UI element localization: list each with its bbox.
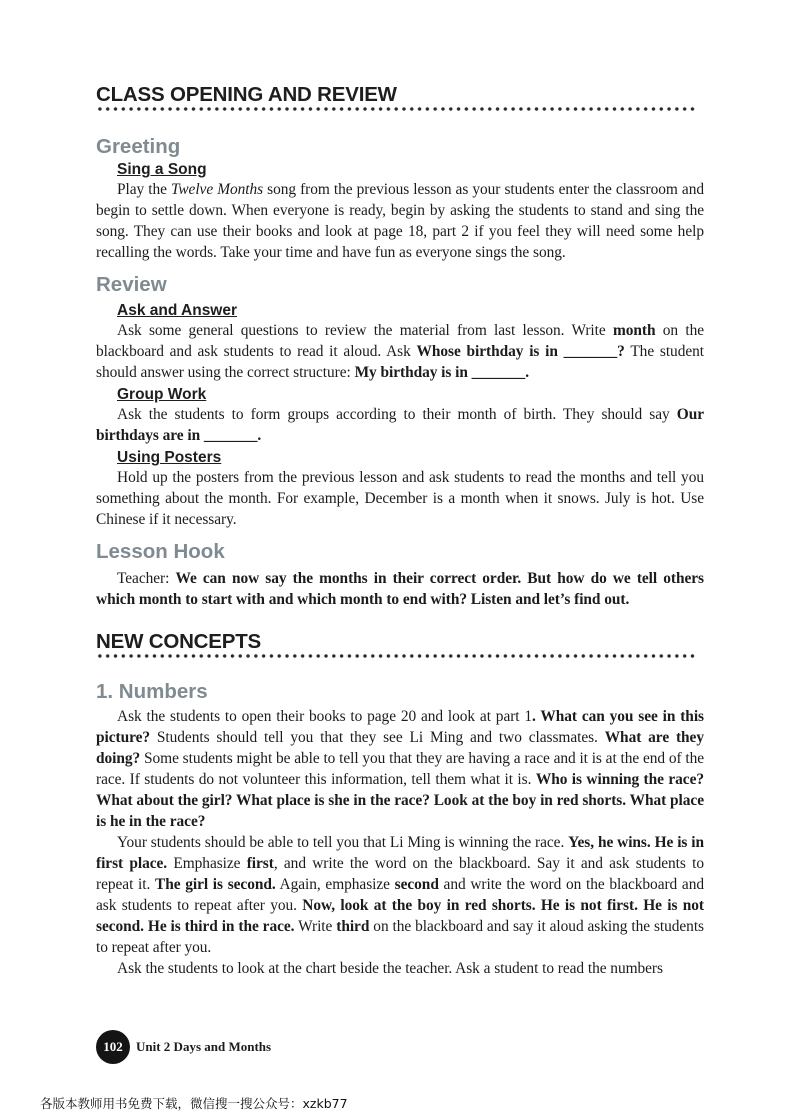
text-run: on the blackboard and ask students to read it aloud. Ask bbox=[96, 322, 704, 360]
bold-text: Now, look at the boy in red shorts. He is not first. He is not second. He is third in the race. bbox=[96, 897, 704, 935]
page-footer bbox=[96, 1030, 271, 1064]
activity-sing-a-song: Sing a Song bbox=[117, 161, 207, 178]
text-run: Play the bbox=[117, 181, 171, 198]
text-run: , and write the word on the blackboard. Say it and ask students to repeat it. bbox=[96, 855, 704, 893]
italic-text: Twelve Months bbox=[170, 181, 264, 198]
bold-text: What are they doing? bbox=[96, 729, 704, 767]
bold-text: second bbox=[394, 876, 439, 893]
bold-text: We can now say the months in their correct order. But how do we tell others which month to start with and which month to end with? Listen and let’s find out. bbox=[96, 570, 704, 608]
text-run: and write the word on the blackboard and ask students to repeat after you. bbox=[96, 876, 704, 914]
activity-ask-and-answer: Ask and Answer bbox=[117, 302, 238, 319]
section-title-new-concepts: NEW CONCEPTS bbox=[96, 630, 262, 653]
text-run: Write bbox=[294, 918, 337, 935]
text-run: Some students might be able to tell you that they are having a race and it is at the end of the race. If students do not volunteer this information, tell them what it is. bbox=[96, 750, 704, 788]
text-run: song from the previous lesson as your students enter the classroom and begin to settle down. When everyone is ready, begin by asking the students to stand and sing the song. They can use their books and look at page 18, part 2 if you feel they will need some help recalling the words. Take your time and have fun as everyone sings the song. bbox=[96, 181, 704, 261]
bold-text: Our birthdays are in _______. bbox=[96, 406, 704, 444]
heading-numbers: 1. Numbers bbox=[96, 680, 208, 703]
page-number-badge: 102 bbox=[96, 1030, 130, 1064]
numbers-paragraph-3 bbox=[96, 958, 704, 979]
bold-text: . What can you see in this picture? bbox=[96, 708, 704, 746]
bold-text: Who is winning the race? What about the girl? What place is she in the race? Look at the boy in red shorts. What place is he in the race? bbox=[96, 771, 705, 830]
text-run: The student should answer using the correct structure: bbox=[96, 343, 704, 381]
page-content bbox=[96, 82, 704, 979]
text-run: on the blackboard and say it aloud asking the students to repeat after you. bbox=[96, 918, 704, 956]
text-run: Hold up the posters from the previous lesson and ask students to read the months and tell you something about the month. For example, December is a month when it snows. July is hot. Use Chinese if it necessary. bbox=[96, 469, 704, 528]
bold-text: Whose birthday is in _______? bbox=[416, 343, 625, 360]
bold-text: month bbox=[612, 322, 656, 339]
bold-text: My birthday is in _______. bbox=[354, 364, 529, 381]
using-posters-paragraph bbox=[96, 467, 704, 530]
text-run: Ask the students to look at the chart beside the teacher. Ask a student to read the numbers bbox=[117, 960, 663, 977]
numbers-paragraph-1 bbox=[96, 706, 704, 832]
heading-lesson-hook: Lesson Hook bbox=[96, 540, 225, 563]
heading-review: Review bbox=[96, 273, 167, 296]
text-run: Ask the students to form groups according to their month of birth. They should say bbox=[117, 406, 677, 423]
watermark-text: 各版本教师用书免费下载，微信搜一搜公众号：xzkb77 bbox=[40, 1096, 348, 1111]
bold-text: The girl is second. bbox=[154, 876, 276, 893]
group-work-paragraph bbox=[96, 404, 704, 446]
text-run: Ask the students to open their books to page 20 and look at part 1 bbox=[117, 708, 533, 725]
text-run: Students should tell you that they see Li Ming and two classmates. bbox=[150, 729, 605, 746]
text-run: Teacher: bbox=[117, 570, 176, 587]
activity-using-posters: Using Posters bbox=[117, 449, 222, 466]
greeting-paragraph bbox=[96, 179, 704, 263]
section-title-class-opening: CLASS OPENING AND REVIEW bbox=[96, 83, 397, 106]
text-run: Your students should be able to tell you that Li Ming is winning the race. bbox=[117, 834, 569, 851]
footer-unit-label: Unit 2 Days and Months bbox=[136, 1039, 272, 1054]
numbers-paragraph-2 bbox=[96, 832, 704, 958]
bold-text: first bbox=[246, 855, 274, 872]
lesson-hook-paragraph bbox=[96, 568, 704, 610]
bold-text: Yes, he wins. He is in first place. bbox=[96, 834, 704, 872]
text-run: Again, emphasize bbox=[275, 876, 395, 893]
ask-answer-paragraph bbox=[96, 320, 704, 383]
activity-group-work: Group Work bbox=[117, 386, 207, 403]
text-run: Ask some general questions to review the material from last lesson. Write bbox=[117, 322, 613, 339]
heading-greeting: Greeting bbox=[96, 135, 181, 158]
bold-text: third bbox=[336, 918, 370, 935]
text-run: Emphasize bbox=[167, 855, 247, 872]
